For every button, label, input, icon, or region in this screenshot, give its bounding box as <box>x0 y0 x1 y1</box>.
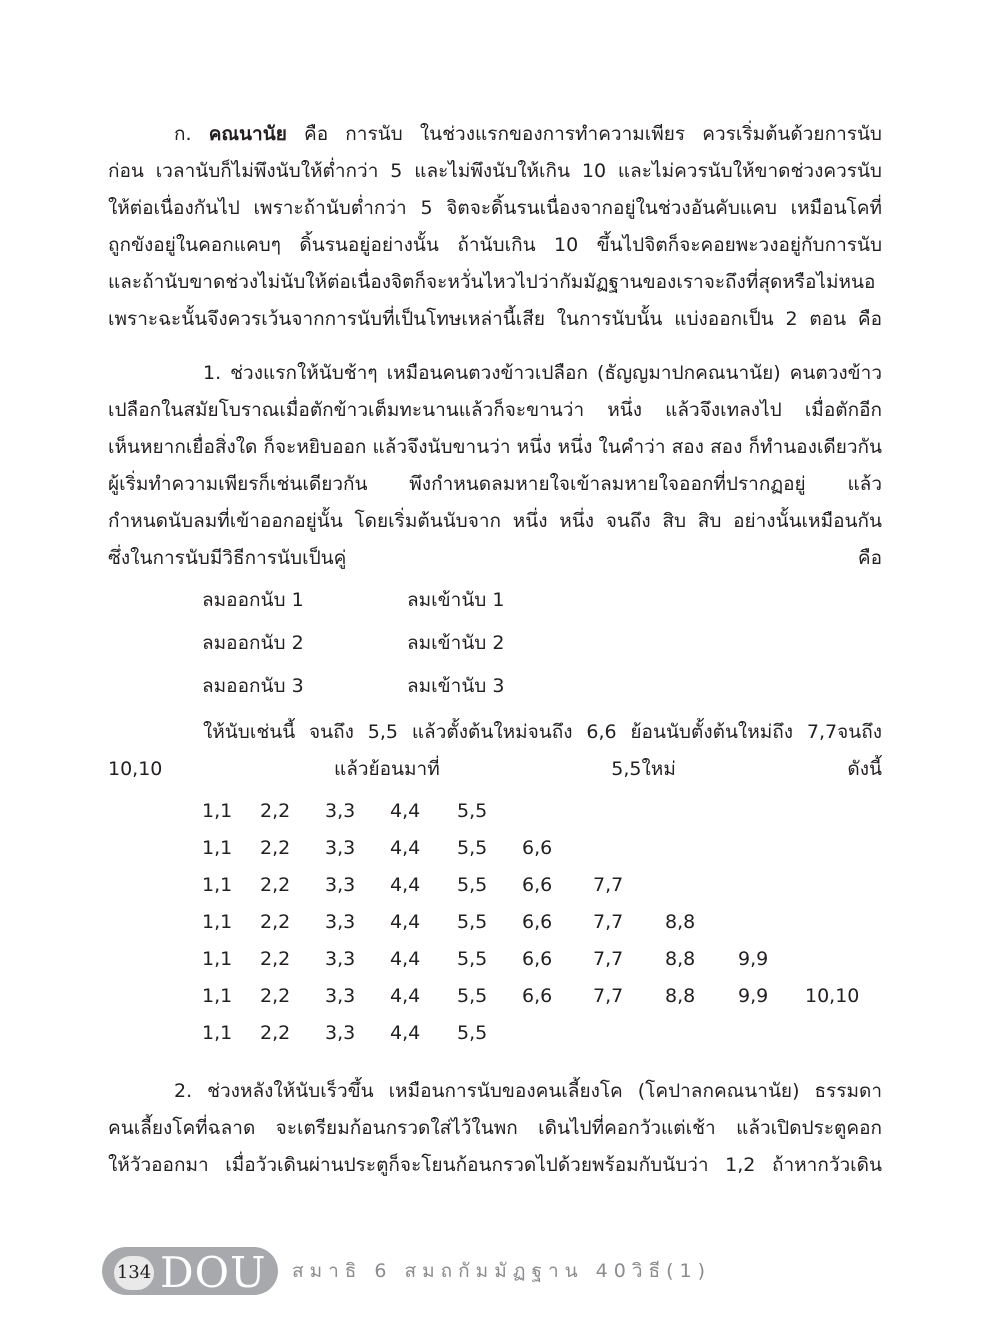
count-pair-cell: 1,1 <box>202 800 233 822</box>
count-pair-cell: 2,2 <box>260 874 291 896</box>
count-pair-cell: 1,1 <box>202 948 233 970</box>
count-pair-cell: 3,3 <box>325 837 356 859</box>
paragraph-slow-counting <box>108 355 882 577</box>
paragraph-line: คนเลี้ยงโคที่ฉลาด จะเตรียมก้อนกรวดใส่ไว้ในพก เดินไปที่คอกวัวแต่เช้า แล้วเปิดประตูคอก <box>108 1117 882 1139</box>
count-pair-cell: 3,3 <box>325 948 356 970</box>
paragraph-ganananai <box>108 116 882 338</box>
count-pair-cell: 4,4 <box>390 874 421 896</box>
count-pair-cell: 2,2 <box>260 837 291 859</box>
breath-in-count: ลมเข้านับ 2 <box>407 632 505 654</box>
count-pair-cell: 8,8 <box>665 985 696 1007</box>
count-pair-cell: 8,8 <box>665 948 696 970</box>
count-pair-cell: 2,2 <box>260 800 291 822</box>
dou-logo-text: DOU <box>160 1248 267 1297</box>
breath-pair-row <box>202 585 602 628</box>
count-pair-cell: 3,3 <box>325 985 356 1007</box>
count-sequence-table <box>202 800 882 1059</box>
section-prefix: ก. <box>174 123 209 145</box>
bold-term: คณนานัย <box>208 123 287 145</box>
count-pair-cell: 9,9 <box>738 985 769 1007</box>
count-pair-cell: 7,7 <box>593 985 624 1007</box>
count-pair-cell: 6,6 <box>522 948 553 970</box>
paragraph-line: 10,10 แล้วย้อนมาที่ 5,5ใหม่ ดังนี้ <box>108 758 882 780</box>
count-pair-cell: 1,1 <box>202 1022 233 1044</box>
count-pair-cell: 5,5 <box>457 837 488 859</box>
breath-pair-row <box>202 628 602 671</box>
paragraph-line: และถ้านับขาดช่วงไม่นับให้ต่อเนื่องจิตก็จะหวั่นไหวไปว่ากัมมัฏฐานของเราจะถึงที่สุดหรือไม่หนอ <box>108 271 876 293</box>
count-pair-cell: 7,7 <box>593 874 624 896</box>
count-pair-cell: 3,3 <box>325 800 356 822</box>
paragraph-line: ซึ่งในการนับมีวิธีการนับเป็นคู่ คือ <box>108 547 882 569</box>
paragraph-line: เห็นหยากเยื่อสิ่งใด ก็จะหยิบออก แล้วจึงนับขานว่า หนึ่ง หนึ่ง ในคำว่า สอง สอง ก็ทำนองเดียวกัน <box>108 436 882 458</box>
count-pair-cell: 7,7 <box>593 948 624 970</box>
count-sequence-row <box>202 837 882 874</box>
paragraph-line: 2. ช่วงหลังให้นับเร็วขึ้น เหมือนการนับของคนเลี้ยงโค (โคปาลกคณนานัย) ธรรมดา <box>174 1080 882 1102</box>
count-pair-cell: 5,5 <box>457 948 488 970</box>
count-pair-cell: 2,2 <box>260 911 291 933</box>
breath-pair-list <box>202 585 602 714</box>
count-pair-cell: 8,8 <box>665 911 696 933</box>
count-pair-cell: 3,3 <box>325 1022 356 1044</box>
count-pair-cell: 7,7 <box>593 911 624 933</box>
count-pair-cell: 4,4 <box>390 800 421 822</box>
count-pair-cell: 4,4 <box>390 948 421 970</box>
paragraph-line: เพราะฉะนั้นจึงควรเว้นจากการนับที่เป็นโทษเหล่านี้เสีย ในการนับนั้น แบ่งออกเป็น 2 ตอน คือ <box>108 308 882 330</box>
count-pair-cell: 2,2 <box>260 1022 291 1044</box>
count-pair-cell: 5,5 <box>457 1022 488 1044</box>
count-pair-cell: 1,1 <box>202 985 233 1007</box>
count-pair-cell: 2,2 <box>260 985 291 1007</box>
count-pair-cell: 6,6 <box>522 874 553 896</box>
paragraph-count-instructions <box>108 714 882 788</box>
count-sequence-row <box>202 985 882 1022</box>
count-pair-cell: 6,6 <box>522 985 553 1007</box>
count-pair-cell: 1,1 <box>202 874 233 896</box>
page-footer <box>102 1245 902 1301</box>
breath-out-count: ลมออกนับ 2 <box>202 632 304 654</box>
book-title: สมาธิ 6 สมถกัมมัฏฐาน 40วิธี(1) <box>292 1260 712 1282</box>
line-text: คือ การนับ ในช่วงแรกของการทำความเพียร ควรเริ่มต้นด้วยการนับ <box>286 123 882 145</box>
count-pair-cell: 1,1 <box>202 911 233 933</box>
paragraph-line <box>108 116 882 153</box>
paragraph-fast-counting <box>108 1073 882 1184</box>
count-pair-cell: 5,5 <box>457 911 488 933</box>
breath-in-count: ลมเข้านับ 3 <box>407 675 505 697</box>
paragraph-line: เปลือกในสมัยโบราณเมื่อตักข้าวเต็มทะนานแล้วก็จะขานว่า หนึ่ง แล้วจึงเทลงไป เมื่อตักอีก <box>108 399 882 421</box>
count-sequence-row <box>202 874 882 911</box>
count-pair-cell: 5,5 <box>457 985 488 1007</box>
count-pair-cell: 4,4 <box>390 911 421 933</box>
count-pair-cell: 4,4 <box>390 985 421 1007</box>
breath-out-count: ลมออกนับ 1 <box>202 589 304 611</box>
count-sequence-row <box>202 911 882 948</box>
count-pair-cell: 1,1 <box>202 837 233 859</box>
paragraph-line: ถูกขังอยู่ในคอกแคบๆ ดิ้นรนอยู่อย่างนั้น ถ้านับเกิน 10 ขึ้นไปจิตก็จะคอยพะวงอยู่กับการนับ <box>108 234 882 256</box>
count-pair-cell: 10,10 <box>805 985 860 1007</box>
paragraph-line: ให้ต่อเนื่องกันไป เพราะถ้านับต่ำกว่า 5 จิตจะดิ้นรนเนื่องจากอยู่ในช่วงอันคับแคบ เหมือนโคที่ <box>108 197 882 219</box>
count-pair-cell: 5,5 <box>457 874 488 896</box>
count-pair-cell: 6,6 <box>522 911 553 933</box>
footer-badge <box>102 1247 278 1295</box>
count-sequence-row <box>202 1022 882 1059</box>
paragraph-line: ก่อน เวลานับก็ไม่พึงนับให้ต่ำกว่า 5 และไม่พึงนับให้เกิน 10 และไม่ควรนับให้ขาดช่วงควรนับ <box>108 160 882 182</box>
count-pair-cell: 6,6 <box>522 837 553 859</box>
paragraph-line: ผู้เริ่มทำความเพียรก็เช่นเดียวกัน พึงกำหนดลมหายใจเข้าลมหายใจออกที่ปรากฏอยู่ แล้ว <box>108 473 882 495</box>
count-pair-cell: 4,4 <box>390 837 421 859</box>
paragraph-line: ให้วัวออกมา เมื่อวัวเดินผ่านประตูก็จะโยนก้อนกรวดไปด้วยพร้อมกับนับว่า 1,2 ถ้าหากวัวเดิน <box>108 1154 882 1176</box>
paragraph-line: 1. ช่วงแรกให้นับช้าๆ เหมือนคนตวงข้าวเปลือก (ธัญญมาปกคณนานัย) คนตวงข้าว <box>203 362 882 384</box>
breath-pair-row <box>202 671 602 714</box>
breath-in-count: ลมเข้านับ 1 <box>407 589 505 611</box>
count-pair-cell: 9,9 <box>738 948 769 970</box>
count-pair-cell: 3,3 <box>325 874 356 896</box>
count-pair-cell: 5,5 <box>457 800 488 822</box>
count-sequence-row <box>202 948 882 985</box>
count-sequence-row <box>202 800 882 837</box>
paragraph-line: กำหนดนับลมที่เข้าออกอยู่นั้น โดยเริ่มต้นนับจาก หนึ่ง หนึ่ง จนถึง สิบ สิบ อย่างนั้นเหมือนกัน <box>108 510 882 532</box>
paragraph-line: ให้นับเช่นนี้ จนถึง 5,5 แล้วตั้งต้นใหม่จนถึง 6,6 ย้อนนับตั้งต้นใหม่ถึง 7,7จนถึง <box>203 721 882 743</box>
breath-out-count: ลมออกนับ 3 <box>202 675 304 697</box>
count-pair-cell: 2,2 <box>260 948 291 970</box>
page-number: 134 <box>114 1256 154 1290</box>
count-pair-cell: 4,4 <box>390 1022 421 1044</box>
count-pair-cell: 3,3 <box>325 911 356 933</box>
